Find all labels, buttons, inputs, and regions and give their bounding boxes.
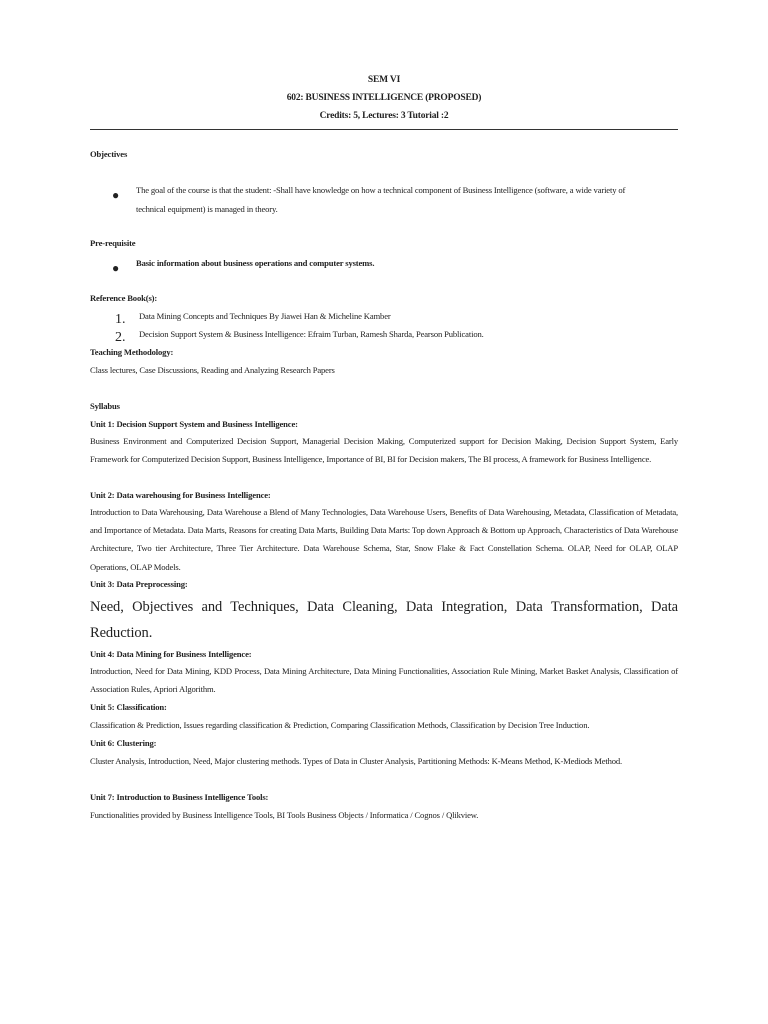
unit-7-text: Functionalities provided by Business Intelligence Tools, BI Tools Business Objects / Informatica / Cognos / Qlikview. bbox=[90, 810, 479, 820]
unit-4-title: Unit 4: Data Mining for Business Intelligence: bbox=[90, 649, 252, 659]
objectives-line-2: technical equipment) is managed in theory. bbox=[136, 204, 278, 214]
syllabus-heading: Syllabus bbox=[90, 401, 120, 411]
reference-number-2: 2. bbox=[115, 330, 126, 345]
credits-line: Credits: 5, Lectures: 3 Tutorial :2 bbox=[319, 111, 449, 121]
unit-2-title: Unit 2: Data warehousing for Business Intelligence: bbox=[90, 490, 271, 500]
unit-7-title: Unit 7: Introduction to Business Intelligence Tools: bbox=[90, 792, 269, 802]
reference-item-1: Data Mining Concepts and Techniques By Jiawei Han & Micheline Kamber bbox=[139, 311, 391, 321]
unit-6-title: Unit 6: Clustering: bbox=[90, 738, 157, 748]
objectives-heading: Objectives bbox=[90, 149, 128, 159]
objectives-bullet-icon: ● bbox=[112, 188, 120, 202]
unit-6-text: Cluster Analysis, Introduction, Need, Major clustering methods. Types of Data in Cluster Analysis, Partitioning Methods: K-Means Method, K-Mediods Method. bbox=[90, 756, 623, 766]
reference-number-1: 1. bbox=[115, 312, 126, 327]
unit-3-text: Need, Objectives and Techniques, Data Cleaning, Data Integration, Data Transformation, Data Reduction. bbox=[90, 599, 678, 641]
unit-5-text: Classification & Prediction, Issues regarding classification & Prediction, Comparing Classification Methods, Classification by Decision Tree Induction. bbox=[90, 720, 590, 730]
methodology-heading: Teaching Methodology: bbox=[90, 347, 174, 357]
unit-3-title: Unit 3: Data Preprocessing: bbox=[90, 579, 188, 589]
header-divider bbox=[90, 129, 678, 130]
unit-2-text: Introduction to Data Warehousing, Data Warehouse a Blend of Many Technologies, Data Warehouse Users, Benefits of Data Warehousing, Metadata, Classification of Metadata, and Importance of Metadata. Data Marts, Reasons for creating Data Marts, Building Data Marts: Top down Approach & Bottom up Approach, Characteristics of Data Warehouse Architecture, Two tier Architecture, Three Tier Architecture. Data Warehouse Schema, Star, Snow Flake & Fact Constellation Schema. OLAP, Need for OLAP, OLAP Operations, OLAP Models. bbox=[90, 507, 678, 572]
unit-4-text: Introduction, Need for Data Mining, KDD Process, Data Mining Architecture, Data Mining Functionalities, Association Rule Mining, Market Basket Analysis, Classification of Association Rules, Apriori Algorithm. bbox=[90, 666, 678, 695]
reference-heading: Reference Book(s): bbox=[90, 293, 158, 303]
prerequisite-heading: Pre-requisite bbox=[90, 238, 136, 248]
prerequisite-text: Basic information about business operations and computer systems. bbox=[136, 258, 375, 268]
unit-1-title: Unit 1: Decision Support System and Business Intelligence: bbox=[90, 419, 298, 429]
prerequisite-bullet-icon: ● bbox=[112, 261, 120, 275]
unit-1-text: Business Environment and Computerized Decision Support, Managerial Decision Making, Computerized support for Decision Making, Decision Support System, Early Framework for Computerized Decision Support, Business Intelligence, Importance of BI, BI for Decision makers, The BI process, A framework for Business Intelligence. bbox=[90, 436, 678, 465]
reference-item-2: Decision Support System & Business Intelligence: Efraim Turban, Ramesh Sharda, Pearson Publication. bbox=[139, 329, 484, 339]
objectives-line-1: The goal of the course is that the student: -Shall have knowledge on how a technical component of Business Intelligence (software, a wide variety of bbox=[136, 185, 626, 195]
course-title: 602: BUSINESS INTELLIGENCE (PROPOSED) bbox=[286, 93, 482, 103]
unit-5-title: Unit 5: Classification: bbox=[90, 702, 167, 712]
methodology-text: Class lectures, Case Discussions, Reading and Analyzing Research Papers bbox=[90, 365, 335, 375]
semester-label: SEM VI bbox=[367, 75, 401, 85]
